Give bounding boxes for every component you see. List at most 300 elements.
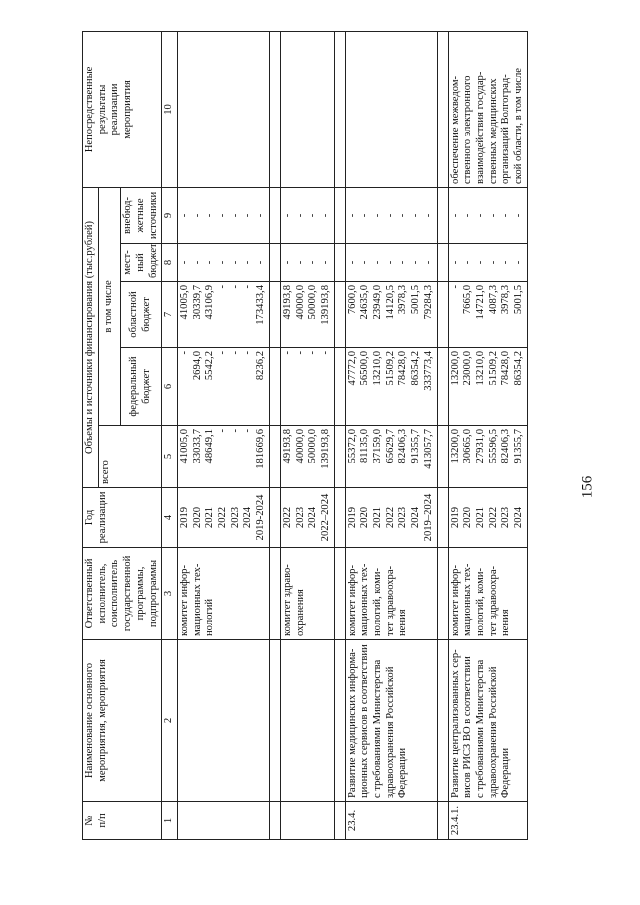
text-line: Год bbox=[84, 509, 95, 526]
value-line: - bbox=[513, 260, 525, 265]
text-line: нологий, коми- bbox=[474, 568, 486, 636]
value-line: 47772,0 bbox=[346, 351, 358, 386]
value-line: - bbox=[229, 351, 241, 355]
value-line: - bbox=[255, 260, 267, 265]
value-line: - bbox=[346, 260, 358, 265]
gap-cell bbox=[334, 640, 345, 802]
value-line: - bbox=[229, 285, 241, 289]
value-line: - bbox=[178, 260, 190, 265]
gap-cell bbox=[269, 31, 280, 187]
years-cell bbox=[280, 488, 334, 548]
gap-cell bbox=[334, 244, 345, 282]
text-line: мационных тех- bbox=[191, 563, 203, 636]
value-line: - bbox=[217, 213, 229, 218]
colnum: 7 bbox=[162, 282, 178, 348]
colnum: 9 bbox=[162, 187, 178, 243]
local-cell bbox=[448, 244, 527, 282]
value-line: - bbox=[307, 351, 319, 355]
results-cell bbox=[448, 31, 527, 187]
value-line: 2022–2024 bbox=[319, 493, 331, 542]
text-line: государственной bbox=[122, 555, 134, 632]
value-line: 2024 bbox=[242, 506, 254, 529]
value-line: 2019–2024 bbox=[422, 493, 434, 542]
value-line: 2024 bbox=[410, 506, 422, 529]
value-line: 30339,7 bbox=[191, 285, 203, 320]
value-line: - bbox=[462, 260, 474, 265]
value-line: 7665,0 bbox=[462, 285, 474, 315]
value-line: 14721,0 bbox=[474, 285, 486, 320]
row-gap bbox=[269, 31, 280, 839]
years-cell bbox=[177, 488, 269, 548]
header-total: всего bbox=[98, 426, 162, 488]
text-line: п/п bbox=[96, 813, 108, 828]
text-line: ционных сервисов в соответствии bbox=[359, 644, 371, 798]
gap-cell bbox=[437, 426, 448, 488]
value-line: - bbox=[474, 213, 486, 218]
table-row bbox=[280, 31, 334, 839]
value-line: 5001,5 bbox=[513, 285, 525, 315]
value-line: 24635,0 bbox=[359, 285, 371, 320]
value-line: - bbox=[307, 260, 319, 265]
value-line: 181669,6 bbox=[255, 429, 267, 469]
text-line: бюджет bbox=[147, 243, 159, 278]
value-line: 2023 bbox=[500, 506, 512, 529]
text-line: ственного электронного bbox=[462, 75, 474, 184]
value-line: 2020 bbox=[462, 506, 474, 529]
gap-cell bbox=[269, 488, 280, 548]
local-cell bbox=[177, 244, 269, 282]
value-line: 13210,0 bbox=[474, 351, 486, 386]
value-line: 2022 bbox=[281, 506, 293, 529]
value-line: - bbox=[281, 213, 293, 218]
table-body bbox=[177, 31, 527, 839]
value-line: 2020 bbox=[359, 506, 371, 529]
gap-cell bbox=[437, 187, 448, 243]
value-line: 2022 bbox=[217, 506, 229, 529]
gap-cell bbox=[269, 244, 280, 282]
value-line: 2024 bbox=[307, 506, 319, 529]
value-line: - bbox=[294, 213, 306, 218]
colnum: 2 bbox=[162, 640, 178, 802]
regional-cell bbox=[345, 282, 437, 348]
gap-cell bbox=[269, 640, 280, 802]
text-line: с требованиями Министерства bbox=[474, 659, 486, 798]
total-cell bbox=[280, 426, 334, 488]
header-executor bbox=[83, 548, 162, 640]
text-line: нения bbox=[500, 609, 512, 636]
text-line: бюджет bbox=[141, 369, 153, 404]
value-line: 333773,4 bbox=[422, 351, 434, 391]
value-line: 86354,2 bbox=[513, 351, 525, 386]
text-line: 23.4. bbox=[346, 809, 358, 832]
colnum: 4 bbox=[162, 488, 178, 548]
value-line: 55372,0 bbox=[346, 429, 358, 464]
gap-cell bbox=[334, 282, 345, 348]
value-line: 2022 bbox=[384, 506, 396, 529]
value-line: 50000,0 bbox=[307, 429, 319, 464]
results-cell bbox=[280, 31, 334, 187]
value-line: 23000,0 bbox=[462, 351, 474, 386]
value-line: 27931,0 bbox=[474, 429, 486, 464]
activity-name bbox=[345, 640, 437, 802]
gap-cell bbox=[269, 548, 280, 640]
text-line: Ответственный bbox=[84, 558, 95, 629]
text-line: комитет инфор- bbox=[449, 564, 461, 636]
extra-cell bbox=[448, 187, 527, 243]
column-numbers-row bbox=[162, 31, 178, 839]
gap-cell bbox=[334, 426, 345, 488]
value-line: - bbox=[294, 260, 306, 265]
value-line: 2019 bbox=[346, 506, 358, 529]
header-regional bbox=[121, 282, 162, 348]
text-line: Федерации bbox=[397, 747, 409, 798]
text-line: 23.4.1. bbox=[449, 805, 461, 836]
text-line: мест- bbox=[122, 250, 134, 275]
header-name bbox=[83, 640, 162, 802]
activity-name bbox=[280, 640, 334, 802]
gap-cell bbox=[269, 426, 280, 488]
value-line: 14120,5 bbox=[384, 285, 396, 320]
text-line: комитет инфор- bbox=[178, 564, 190, 636]
value-line: 55596,5 bbox=[487, 429, 499, 464]
value-line: - bbox=[191, 213, 203, 218]
executor bbox=[448, 548, 527, 640]
text-line: реализации bbox=[96, 491, 108, 544]
value-line: - bbox=[204, 213, 216, 218]
page-number: 156 bbox=[579, 475, 596, 499]
text-line: программы, bbox=[134, 566, 146, 621]
colnum: 1 bbox=[162, 802, 178, 840]
text-line: висов РИСЗ ВО в соответствии bbox=[462, 656, 474, 798]
row-number bbox=[280, 802, 334, 840]
value-line: - bbox=[449, 260, 461, 265]
value-line: 43106,9 bbox=[204, 285, 216, 320]
text-line: мационных тех- bbox=[462, 563, 474, 636]
text-line: ской области, в том числе bbox=[513, 68, 525, 184]
value-line: - bbox=[178, 351, 190, 355]
text-line: внебюд- bbox=[122, 196, 134, 234]
colnum: 8 bbox=[162, 244, 178, 282]
total-cell bbox=[177, 426, 269, 488]
value-line: 48649,1 bbox=[204, 429, 216, 464]
text-line: соисполнитель bbox=[109, 559, 121, 628]
extra-cell bbox=[177, 187, 269, 243]
value-line: - bbox=[229, 429, 241, 433]
regional-cell bbox=[448, 282, 527, 348]
row-gap bbox=[334, 31, 345, 839]
value-line: - bbox=[487, 260, 499, 265]
text-line: Непосредственные bbox=[84, 66, 95, 153]
gap-cell bbox=[334, 802, 345, 840]
value-line: - bbox=[500, 213, 512, 218]
value-line: 51509,2 bbox=[487, 351, 499, 386]
gap-cell bbox=[437, 802, 448, 840]
row-number bbox=[448, 802, 527, 840]
value-line: - bbox=[217, 260, 229, 265]
years-cell bbox=[345, 488, 437, 548]
value-line: - bbox=[255, 213, 267, 218]
value-line: 49193,8 bbox=[281, 429, 293, 464]
federal-cell bbox=[448, 348, 527, 426]
executor bbox=[280, 548, 334, 640]
value-line: - bbox=[359, 213, 371, 218]
value-line: - bbox=[217, 285, 229, 289]
value-line: - bbox=[397, 260, 409, 265]
executor bbox=[345, 548, 437, 640]
value-line: 78428,0 bbox=[397, 351, 409, 386]
text-line: исполнитель, bbox=[96, 563, 108, 624]
value-line: 3978,3 bbox=[500, 285, 512, 315]
value-line: - bbox=[242, 429, 254, 433]
gap-cell bbox=[437, 548, 448, 640]
text-line: Развитие медицинских информа- bbox=[346, 648, 358, 798]
text-line: комитет здраво- bbox=[281, 564, 293, 636]
years-cell bbox=[448, 488, 527, 548]
value-line: 40000,0 bbox=[294, 429, 306, 464]
gap-cell bbox=[437, 640, 448, 802]
text-line: подпрограммы bbox=[147, 559, 159, 628]
text-line: мероприятия bbox=[122, 80, 134, 139]
budget-table-rotated bbox=[82, 32, 556, 840]
value-line: - bbox=[242, 260, 254, 265]
value-line: 13200,0 bbox=[449, 429, 461, 464]
extra-cell bbox=[280, 187, 334, 243]
value-line: - bbox=[281, 260, 293, 265]
text-line: результаты bbox=[96, 84, 108, 135]
gap-cell bbox=[437, 488, 448, 548]
value-line: - bbox=[359, 260, 371, 265]
value-line: - bbox=[307, 213, 319, 218]
gap-cell bbox=[437, 31, 448, 187]
value-line: 5001,5 bbox=[410, 285, 422, 315]
value-line: - bbox=[462, 213, 474, 218]
results-cell bbox=[177, 31, 269, 187]
federal-cell bbox=[280, 348, 334, 426]
value-line: - bbox=[500, 260, 512, 265]
value-line: 82406,3 bbox=[397, 429, 409, 464]
value-line: - bbox=[319, 351, 331, 355]
gap-cell bbox=[269, 187, 280, 243]
value-line: 86354,2 bbox=[410, 351, 422, 386]
value-line: 413057,7 bbox=[422, 429, 434, 469]
text-line: нологий bbox=[204, 598, 216, 636]
value-line: - bbox=[449, 213, 461, 218]
gap-cell bbox=[334, 348, 345, 426]
extra-cell bbox=[345, 187, 437, 243]
value-line: - bbox=[422, 260, 434, 265]
value-line: 23949,0 bbox=[372, 285, 384, 320]
table-row bbox=[448, 31, 527, 839]
total-cell bbox=[448, 426, 527, 488]
value-line: 50000,0 bbox=[307, 285, 319, 320]
value-line: 2019-2024 bbox=[255, 494, 267, 541]
text-line: ный bbox=[134, 253, 146, 272]
colnum: 6 bbox=[162, 348, 178, 426]
value-line: 7600,0 bbox=[346, 285, 358, 315]
text-line: нологий, коми- bbox=[372, 568, 384, 636]
text-line: комитет инфор- bbox=[346, 564, 358, 636]
value-line: - bbox=[410, 213, 422, 218]
header-local bbox=[121, 244, 162, 282]
row-number bbox=[177, 802, 269, 840]
value-line: 2021 bbox=[372, 506, 384, 529]
value-line: - bbox=[422, 213, 434, 218]
value-line: - bbox=[410, 260, 422, 265]
value-line: - bbox=[217, 351, 229, 355]
value-line: 41005,0 bbox=[178, 285, 190, 320]
value-line: 2024 bbox=[513, 506, 525, 529]
value-line: - bbox=[191, 260, 203, 265]
header-no bbox=[83, 802, 162, 840]
executor bbox=[177, 548, 269, 640]
federal-cell bbox=[345, 348, 437, 426]
value-line: 91355,7 bbox=[513, 429, 525, 464]
value-line: - bbox=[281, 351, 293, 355]
value-line: - bbox=[204, 260, 216, 265]
text-line: тет здравоохра- bbox=[487, 565, 499, 636]
header-results bbox=[83, 31, 162, 187]
value-line: 4087,3 bbox=[487, 285, 499, 315]
value-line: 2021 bbox=[474, 506, 486, 529]
value-line: 81135,0 bbox=[359, 429, 371, 464]
regional-cell bbox=[280, 282, 334, 348]
value-line: 2023 bbox=[294, 506, 306, 529]
value-line: 2021 bbox=[204, 506, 216, 529]
value-line: 2019 bbox=[178, 506, 190, 529]
value-line: 91355,7 bbox=[410, 429, 422, 464]
value-line: 139193,8 bbox=[319, 285, 331, 325]
value-line: - bbox=[242, 285, 254, 289]
text-line: здравоохранения Российской bbox=[487, 666, 499, 798]
value-line: 2020 bbox=[191, 506, 203, 529]
gap-cell bbox=[437, 244, 448, 282]
value-line: - bbox=[229, 213, 241, 218]
value-line: - bbox=[513, 213, 525, 218]
value-line: 37159,0 bbox=[372, 429, 384, 464]
table-row bbox=[345, 31, 437, 839]
value-line: - bbox=[384, 260, 396, 265]
value-line: 82406,3 bbox=[500, 429, 512, 464]
text-line: реализации bbox=[109, 83, 121, 136]
value-line: 40000,0 bbox=[294, 285, 306, 320]
text-line: Наименование основного bbox=[84, 662, 95, 779]
text-line: бюджет bbox=[141, 297, 153, 332]
text-line: мационных тех- bbox=[359, 563, 371, 636]
header-federal bbox=[121, 348, 162, 426]
value-line: 79284,3 bbox=[422, 285, 434, 320]
header-funding: Объемы и источники финансирования (тыс.рублей) bbox=[83, 187, 99, 487]
gap-cell bbox=[334, 488, 345, 548]
colnum: 5 bbox=[162, 426, 178, 488]
value-line: 5542,2 bbox=[204, 351, 216, 381]
text-line: с требованиями Министерства bbox=[372, 659, 384, 798]
value-line: 30665,0 bbox=[462, 429, 474, 464]
regional-cell bbox=[177, 282, 269, 348]
value-line: - bbox=[474, 260, 486, 265]
value-line: - bbox=[372, 260, 384, 265]
activity-name bbox=[448, 640, 527, 802]
value-line: - bbox=[319, 213, 331, 218]
gap-cell bbox=[334, 31, 345, 187]
text-line: федеральный bbox=[128, 356, 140, 417]
value-line: - bbox=[372, 213, 384, 218]
text-line: областной bbox=[128, 291, 140, 338]
local-cell bbox=[345, 244, 437, 282]
row-number bbox=[345, 802, 437, 840]
value-line: 2023 bbox=[397, 506, 409, 529]
text-line: обеспечение межведом- bbox=[449, 75, 461, 184]
value-line: 41005,0 bbox=[178, 429, 190, 464]
text-line: организаций Волгоград- bbox=[500, 74, 512, 184]
text-line: источники bbox=[147, 191, 159, 240]
value-line: - bbox=[217, 429, 229, 433]
funding-table bbox=[82, 31, 528, 840]
value-line: - bbox=[449, 285, 461, 289]
activity-name bbox=[177, 640, 269, 802]
gap-cell bbox=[269, 282, 280, 348]
local-cell bbox=[280, 244, 334, 282]
text-line: жетные bbox=[134, 198, 146, 233]
value-line: 49193,8 bbox=[281, 285, 293, 320]
value-line: - bbox=[346, 213, 358, 218]
value-line: - bbox=[397, 213, 409, 218]
value-line: 56500,0 bbox=[359, 351, 371, 386]
value-line: - bbox=[242, 213, 254, 218]
value-line: - bbox=[178, 213, 190, 218]
gap-cell bbox=[437, 282, 448, 348]
value-line: 2694,0 bbox=[191, 351, 203, 381]
value-line: 2023 bbox=[229, 506, 241, 529]
text-line: Федерации bbox=[500, 747, 512, 798]
text-line: Развитие централизованных сер- bbox=[449, 649, 461, 798]
value-line: 51509,2 bbox=[384, 351, 396, 386]
text-line: нения bbox=[397, 609, 409, 636]
header-year bbox=[83, 488, 162, 548]
value-line: - bbox=[229, 260, 241, 265]
colnum: 10 bbox=[162, 31, 178, 187]
value-line: 8236,2 bbox=[255, 351, 267, 381]
row-gap bbox=[437, 31, 448, 839]
value-line: 2019 bbox=[449, 506, 461, 529]
gap-cell bbox=[334, 187, 345, 243]
value-line: 13200,0 bbox=[449, 351, 461, 386]
text-line: охранения bbox=[294, 589, 306, 636]
header-incl: в том числе bbox=[98, 187, 120, 425]
federal-cell bbox=[177, 348, 269, 426]
gap-cell bbox=[269, 802, 280, 840]
text-line: № bbox=[84, 815, 95, 826]
header-extra bbox=[121, 187, 162, 243]
total-cell bbox=[345, 426, 437, 488]
value-line: - bbox=[294, 351, 306, 355]
value-line: 13210,0 bbox=[372, 351, 384, 386]
text-line: ственных медицинских bbox=[487, 78, 499, 184]
value-line: 3978,3 bbox=[397, 285, 409, 315]
text-line: взаимодействия государ- bbox=[474, 71, 486, 184]
text-line: мероприятия, мероприятия bbox=[96, 659, 108, 782]
results-cell bbox=[345, 31, 437, 187]
colnum: 3 bbox=[162, 548, 178, 640]
value-line: - bbox=[384, 213, 396, 218]
value-line: - bbox=[319, 260, 331, 265]
value-line: - bbox=[487, 213, 499, 218]
gap-cell bbox=[437, 348, 448, 426]
value-line: - bbox=[242, 351, 254, 355]
value-line: 33033,7 bbox=[191, 429, 203, 464]
value-line: 139193,8 bbox=[319, 429, 331, 469]
gap-cell bbox=[269, 348, 280, 426]
text-line: здравоохранения Российской bbox=[384, 666, 396, 798]
